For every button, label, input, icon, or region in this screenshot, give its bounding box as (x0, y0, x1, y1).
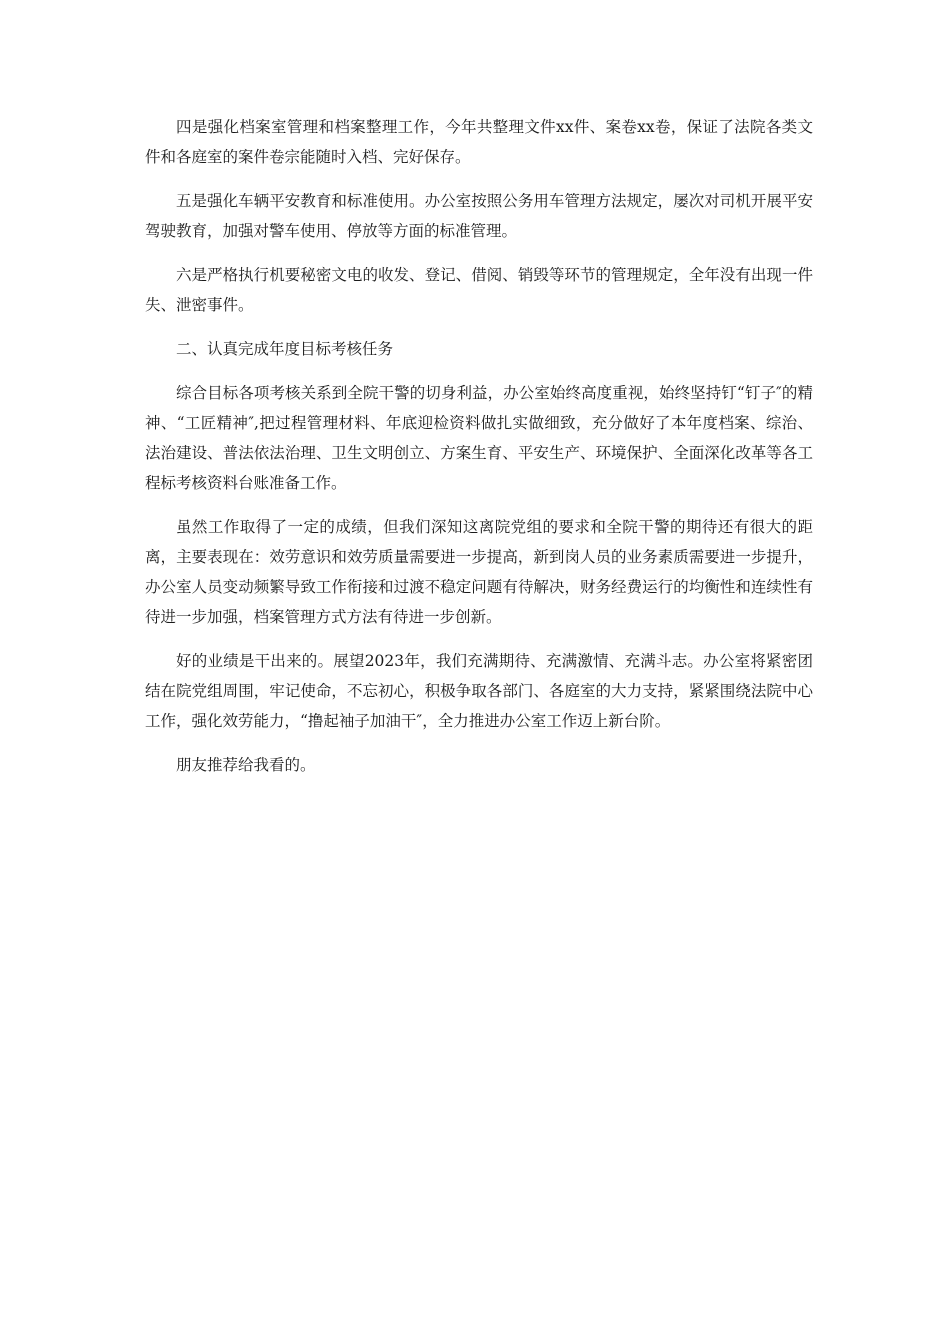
paragraph-outlook: 好的业绩是干出来的。展望2023年，我们充满期待、充满激情、充满斗志。办公室将紧密团结在院党组周围，牢记使命，不忘初心，积极争取各部门、各庭室的大力支持，紧紧围绕法院中心工作，强化效劳能力，“撸起袖子加油干″，全力推进办公室工作迈上新台阶。 (145, 652, 813, 730)
paragraph-confidential-documents: 六是严格执行机要秘密文电的收发、登记、借阅、销毁等环节的管理规定，全年没有出现一件失、泄密事件。 (145, 266, 813, 314)
section-heading-annual-targets: 二、认真完成年度目标考核任务 (176, 340, 394, 358)
paragraph-target-assessment: 综合目标各项考核关系到全院干警的切身利益，办公室始终高度重视，始终坚持钉“钉子″的精神、“工匠精神″,把过程管理材料、年底迎检资料做扎实做细致，充分做好了本年度档案、综治、法治建设、普法依法治理、卫生文明创立、方案生育、平安生产、环境保护、全面深化改革等各工程标考核资料台账准备工作。 (145, 384, 813, 492)
paragraph-archive-management: 四是强化档案室管理和档案整理工作，今年共整理文件xx件、案卷xx卷，保证了法院各类文件和各庭室的案件卷宗能随时入档、完好保存。 (145, 118, 813, 166)
document-body (145, 112, 813, 794)
paragraph-shortcomings: 虽然工作取得了一定的成绩，但我们深知这离院党组的要求和全院干警的期待还有很大的距离，主要表现在：效劳意识和效劳质量需要进一步提高，新到岗人员的业务素质需要进一步提升，办公室人员变动频繁导致工作衔接和过渡不稳定问题有待解决，财务经费运行的均衡性和连续性有待进一步加强，档案管理方式方法有待进一步创新。 (145, 518, 813, 626)
paragraph-closing-note: 朋友推荐给我看的。 (176, 756, 316, 774)
paragraph-vehicle-safety: 五是强化车辆平安教育和标准使用。办公室按照公务用车管理方法规定，屡次对司机开展平安驾驶教育，加强对警车使用、停放等方面的标准管理。 (145, 192, 813, 240)
